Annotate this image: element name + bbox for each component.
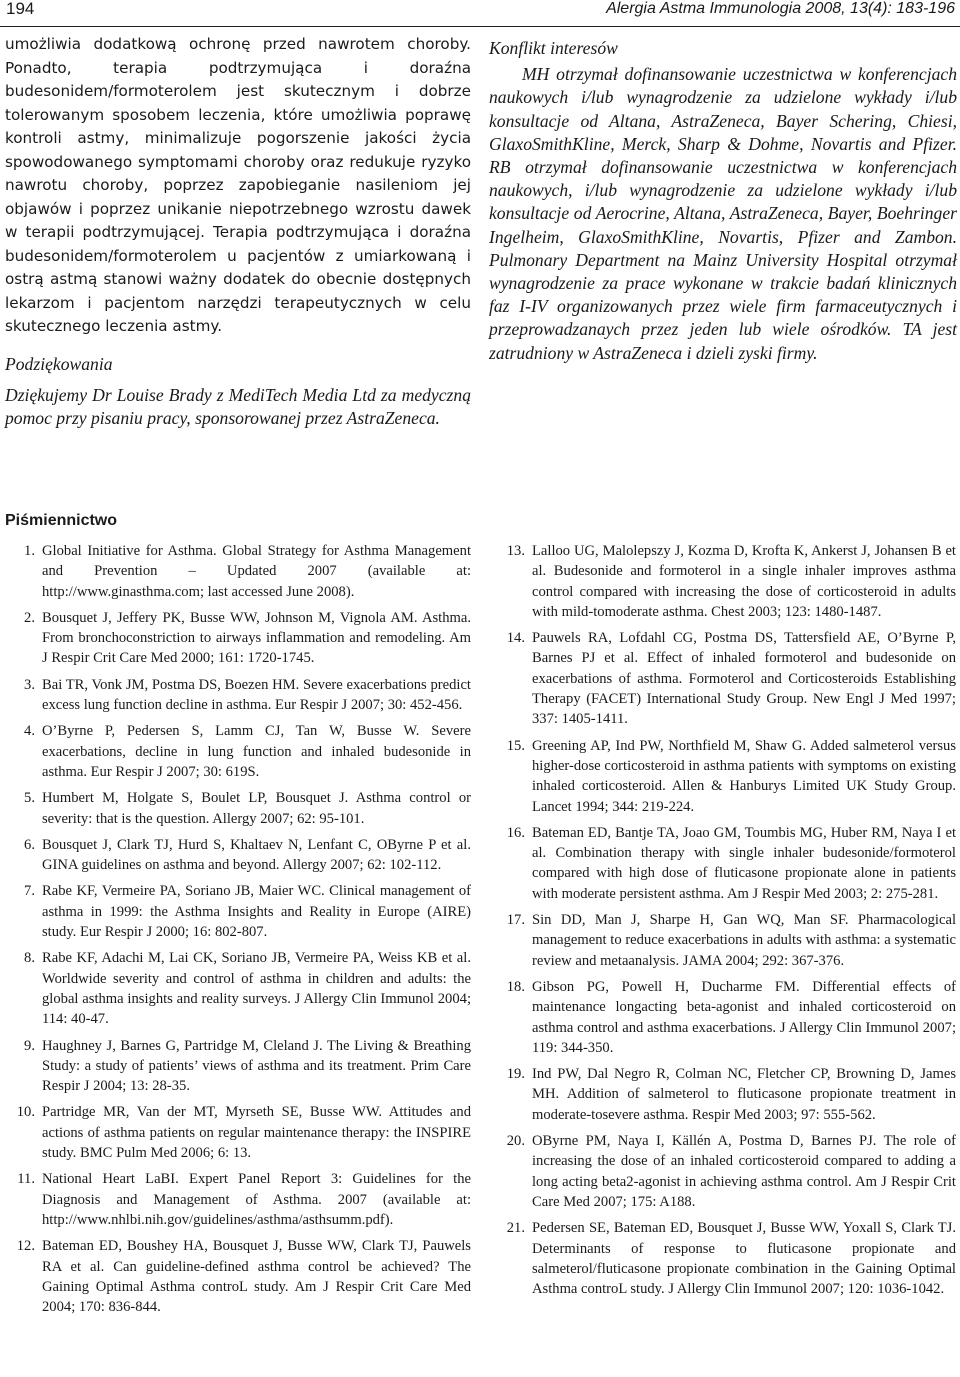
reference-text: Bateman ED, Boushey HA, Bousquet J, Busse WW, Clark TJ, Pauwels RA et al. Can guideline-defined asthma control be achieved? The Gaining Optimal Asthma controL study. Am J Respir Crit Care Med 2004; 170: 836-844. — [42, 1238, 471, 1316]
reference-number: 6. — [24, 836, 35, 853]
reference-number: 19. — [506, 1066, 525, 1083]
references-right-column — [495, 541, 956, 1305]
reference-text: O’Byrne P, Pedersen S, Lamm CJ, Tan W, Busse W. Severe exacerbations, decline in lung function and inhaled budesonide in asthma. Eur Respir J 2007; 30: 619S. — [42, 723, 471, 780]
reference-item — [5, 881, 471, 942]
reference-number: 18. — [506, 978, 525, 995]
reference-number: 16. — [506, 824, 525, 841]
reference-item — [495, 910, 956, 971]
reference-text: National Heart LaBI. Expert Panel Report 3: Guidelines for the Diagnosis and Management of Asthma. 2007 (available at: http://www.nhlbi.nih.gov/guidelines/asthma/asthsumm.pdf). — [42, 1171, 471, 1228]
reference-item — [5, 948, 471, 1029]
reference-number: 10. — [16, 1104, 35, 1121]
body-paragraph: umożliwia dodatkową ochronę przed nawrotem choroby. Ponadto, terapia podtrzymująca i doraźna budesonidem/formoterolem jest skutecznym i dobrze tolerowanym sposobem leczenia, które umożliwia poprawę kontroli astmy, minimalizuje pogorszenie jakości życia spowodowanego symptomami choroby oraz redukuje ryzyko nawrotu choroby, poprzez zapobieganie nasileniom jej objawów i poprzez unikanie niepotrzebnego wzrostu dawek w terapii podtrzymującej. Terapia podtrzymująca i doraźna budesonidem/formoterolem u pacjentów z umiarkowaną i ostrą astmą stanowi ważny dodatek do obecnie dostępnych lekarzom i pacjentom narzędzi terapeutycznych w celu skutecznego leczenia astmy. — [5, 35, 471, 335]
reference-text: Haughney J, Barnes G, Partridge M, Cleland J. The Living & Breathing Study: a study of patients’ views of asthma and its treatment. Prim Care Respir J 2004; 13: 28-35. — [42, 1037, 471, 1095]
reference-number: 17. — [506, 912, 525, 929]
reference-item — [5, 788, 471, 829]
reference-number: 2. — [24, 609, 35, 626]
reference-text: Pauwels RA, Lofdahl CG, Postma DS, Tattersfield AE, O’Byrne P, Barnes PJ et al. Effect of inhaled formoterol and budesonide on exacerbations of asthma. Formoterol and Corticosteroids Establishing Therapy (FACET) International Study Group. New Engl J Med 1997; 337: 1405-1411. — [532, 630, 956, 728]
reference-number: 3. — [24, 676, 35, 693]
reference-number: 20. — [506, 1133, 525, 1150]
conflict-heading: Konflikt interesów — [489, 38, 618, 58]
reference-number: 12. — [16, 1238, 35, 1255]
reference-text: Rabe KF, Vermeire PA, Soriano JB, Maier WC. Clinical management of asthma in 1999: the Asthma Insights and Reality in Europe (AIRE) study. Eur Respir J 2000; 16: 802-807. — [42, 883, 471, 941]
reference-item — [495, 736, 956, 817]
acknowledgements-heading: Podziękowania — [5, 353, 113, 374]
references-title: Piśmiennictwo — [5, 512, 118, 529]
reference-text: Lalloo UG, Malolepszy J, Kozma D, Krofta K, Ankerst J, Johansen B et al. Budesonide and formoterol in a single inhaler improves asthma control compared with increasing the dose of corticosteroid in adults with mild-tomoderate asthma. Chest 2003; 123: 1480-1487. — [532, 543, 956, 620]
reference-item — [5, 1036, 471, 1097]
left-text-column — [5, 33, 471, 430]
reference-text: Bai TR, Vonk JM, Postma DS, Boezen HM. Severe exacerbations predict excess lung function decline in asthma. Eur Respir J 2007; 30: 452-456. — [42, 676, 471, 714]
references-left-column — [5, 541, 471, 1323]
reference-item — [5, 835, 471, 876]
reference-item — [495, 1064, 956, 1125]
reference-number: 1. — [24, 543, 35, 559]
reference-item — [495, 628, 956, 729]
reference-text: Bousquet J, Clark TJ, Hurd S, Khaltaev N, Lenfant C, OByrne P et al. GINA guidelines on asthma and beyond. Allergy 2007; 62: 102-112. — [42, 836, 471, 874]
reference-number: 9. — [24, 1037, 35, 1054]
reference-item — [5, 541, 471, 602]
conflict-text: MH otrzymał dofinansowanie uczestnictwa w konferencjach naukowych i/lub wynagrodzenie za udzielone wykłady i/lub konsultacje od Altana, AstraZeneca, Bayer Schering, Chiesi, GlaxoSmithKline, Merck, Sharp & Dohme, Novartis and Pfizer. RB otrzymał dofinansowanie uczestnictwa w konferencjach naukowych, i/lub wynagrodzenie za udzielone wykłady i/lub konsultacje od Aerocrine, Altana, AstraZeneca, Bayer, Boehringer Ingelheim, GlaxoSmithKline, Novartis, Pfizer and Zambon. Pulmonary Department na Mainz University Hospital otrzymał wynagrodzenie za prace wykonane w trakcie badań klinicznych faz I-IV organizowanych przez wiele firm farmaceutycznych i przeprowadzanaych przez jeden lub wiele ośrodków. TA jest zatrudniony w AstraZeneca i dzieli zyski firmy. — [489, 64, 957, 363]
reference-item — [5, 721, 471, 782]
reference-number: 14. — [506, 630, 525, 647]
right-text-column — [489, 37, 957, 365]
reference-text: Greening AP, Ind PW, Northfield M, Shaw G. Added salmeterol versus higher-dose corticosteroid in asthma patients with symptoms on existing inhaled corticosteroid. Allen & Hanburys Limited UK Study Group. Lancet 1994; 344: 219-224. — [532, 737, 956, 815]
reference-number: 11. — [17, 1171, 35, 1188]
reference-text: OByrne PM, Naya I, Källén A, Postma D, Barnes PJ. The role of increasing the dose of an inhaled corticosteroid compared to adding a long acting beta2-agonist in achieving asthma control. Am J Respir Crit Care Med 2007; 175: A188. — [532, 1133, 956, 1210]
page-number: 194 — [6, 0, 35, 18]
reference-text: Partridge MR, Van der MT, Myrseth SE, Busse WW. Attitudes and actions of asthma patients on regular maintenance therapy: the INSPIRE study. BMC Pulm Med 2006; 6: 13. — [42, 1104, 471, 1162]
reference-number: 8. — [24, 950, 35, 967]
page-header — [0, 0, 960, 27]
reference-item — [5, 1169, 471, 1230]
reference-number: 15. — [506, 737, 525, 754]
journal-citation: Alergia Astma Immunologia 2008, 13(4): 183-196 — [606, 0, 955, 17]
reference-number: 21. — [506, 1220, 525, 1237]
reference-text: Humbert M, Holgate S, Boulet LP, Bousquet J. Asthma control or severity: that is the question. Allergy 2007; 62: 95-101. — [42, 790, 471, 827]
reference-text: Bousquet J, Jeffery PK, Busse WW, Johnson M, Vignola AM. Asthma. From bronchoconstriction to airways inflammation and remodeling. Am J Respir Crit Care Med 2000; 161: 1720-1745. — [42, 609, 471, 667]
reference-item — [495, 823, 956, 904]
reference-item — [495, 541, 956, 622]
reference-item — [495, 977, 956, 1058]
reference-item — [5, 675, 471, 716]
reference-text: Rabe KF, Adachi M, Lai CK, Soriano JB, Vermeire PA, Weiss KB et al. Worldwide severity and control of asthma in children and adults: the global asthma insights and reality surveys. J Allergy Clin Immunol 2004; 114: 40-47. — [42, 950, 471, 1028]
reference-text: Sin DD, Man J, Sharpe H, Gan WQ, Man SF. Pharmacological management to reduce exacerbations in adults with asthma: a systematic review and metaanalysis. JAMA 2004; 292: 367-376. — [532, 912, 956, 969]
reference-number: 5. — [24, 790, 35, 807]
reference-number: 13. — [506, 543, 525, 559]
reference-text: Global Initiative for Asthma. Global Strategy for Asthma Management and Prevention – Updated 2007 (available at: http://www.ginasthma.com; last accessed June 2008). — [42, 543, 471, 600]
reference-item — [5, 608, 471, 669]
reference-text: Bateman ED, Bantje TA, Joao GM, Toumbis MG, Huber RM, Naya I et al. Combination therapy with single inhaler budesonide/formoterol compared with high dose of fluticasone propionate alone in patients with moderate persistent asthma. Am J Respir Med 2003; 2: 275-281. — [532, 824, 956, 902]
reference-item — [495, 1131, 956, 1212]
acknowledgements-text: Dziękujemy Dr Louise Brady z MediTech Media Ltd za medyczną pomoc przy pisaniu pracy, sponsorowanej przez AstraZeneca. — [5, 384, 471, 428]
reference-text: Pedersen SE, Bateman ED, Bousquet J, Busse WW, Yoxall S, Clark TJ. Determinants of response to fluticasone propionate and salmeterol/fluticasone propionate combination in the Gaining Optimal Asthma controL study. J Allergy Clin Immunol 2007; 120: 1036-1042. — [532, 1220, 956, 1298]
reference-item — [495, 1218, 956, 1299]
reference-item — [5, 1102, 471, 1163]
reference-text: Gibson PG, Powell H, Ducharme FM. Differential effects of maintenance longacting beta-agonist and inhaled corticosteroid on asthma control and asthma exacerbations. J Allergy Clin Immunol 2007; 119: 344-350. — [532, 978, 956, 1056]
reference-text: Ind PW, Dal Negro R, Colman NC, Fletcher CP, Browning D, James MH. Addition of salmeterol to fluticasone propionate treatment in moderate-tosevere asthma. Respir Med 2003; 97: 555-562. — [532, 1066, 956, 1123]
reference-item — [5, 1236, 471, 1317]
reference-number: 4. — [24, 723, 35, 740]
reference-number: 7. — [24, 883, 35, 900]
